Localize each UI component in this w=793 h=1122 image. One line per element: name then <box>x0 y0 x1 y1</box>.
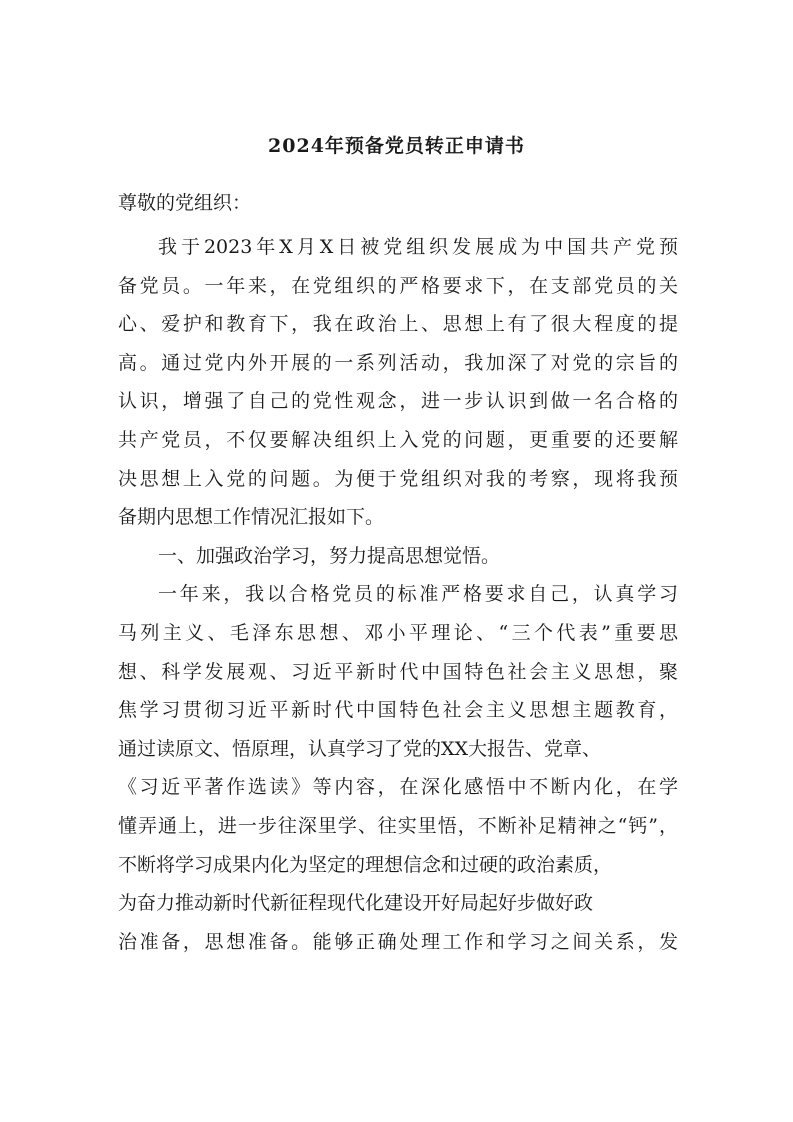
text-line: 马列主义、毛泽东思想、邓小平理论、“三个代表”重要思 <box>118 621 678 644</box>
document-title: 2024年预备党员转正申请书 <box>268 135 525 157</box>
section-heading: 一、加强政治学习，努力提高思想觉悟。 <box>158 544 501 567</box>
text-line: 通过读原文、悟原理，认真学习了党的XX大报告、党章、 <box>118 737 602 760</box>
text-line: 备期内思想工作情况汇报如下。 <box>118 506 385 529</box>
text-line: 不断将学习成果内化为坚定的理想信念和过硬的政治素质， <box>118 853 613 876</box>
text-line: 共产党员，不仅要解决组织上入党的问题，更重要的还要解 <box>118 428 678 451</box>
text-line: 焦学习贯彻习近平新时代中国特色社会主义思想主题教育， <box>118 699 678 722</box>
text-line: 我于2023年X月X日被党组织发展成为中国共产党预 <box>158 236 678 258</box>
text-line: 为奋力推动新时代新征程现代化建设开好局起好步做好政 <box>118 892 594 915</box>
text-line: 想、科学发展观、习近平新时代中国特色社会主义思想，聚 <box>118 660 678 683</box>
text-line: 懂弄通上，进一步往深里学、往实里悟，不断补足精神之“钙”， <box>118 814 678 837</box>
body-text <box>118 228 678 961</box>
text-line: 一年来，我以合格党员的标准严格要求自己，认真学习 <box>158 583 678 606</box>
text-line: 认识，增强了自己的党性观念，进一步认识到做一名合格的 <box>118 390 678 413</box>
text-line: 治准备，思想准备。能够正确处理工作和学习之间关系，发 <box>118 930 678 953</box>
text-line: 备党员。一年来，在党组织的严格要求下，在支部党员的关 <box>118 274 678 297</box>
text-line: 《习近平著作选读》等内容，在深化感悟中不断内化，在学 <box>118 776 678 799</box>
salutation: 尊敬的党组织： <box>118 192 252 214</box>
text-line: 心、爱护和教育下，我在政治上、思想上有了很大程度的提 <box>118 313 678 336</box>
text-line: 高。通过党内外开展的一系列活动，我加深了对党的宗旨的 <box>118 351 678 374</box>
text-line: 决思想上入党的问题。为便于党组织对我的考察，现将我预 <box>118 467 678 490</box>
